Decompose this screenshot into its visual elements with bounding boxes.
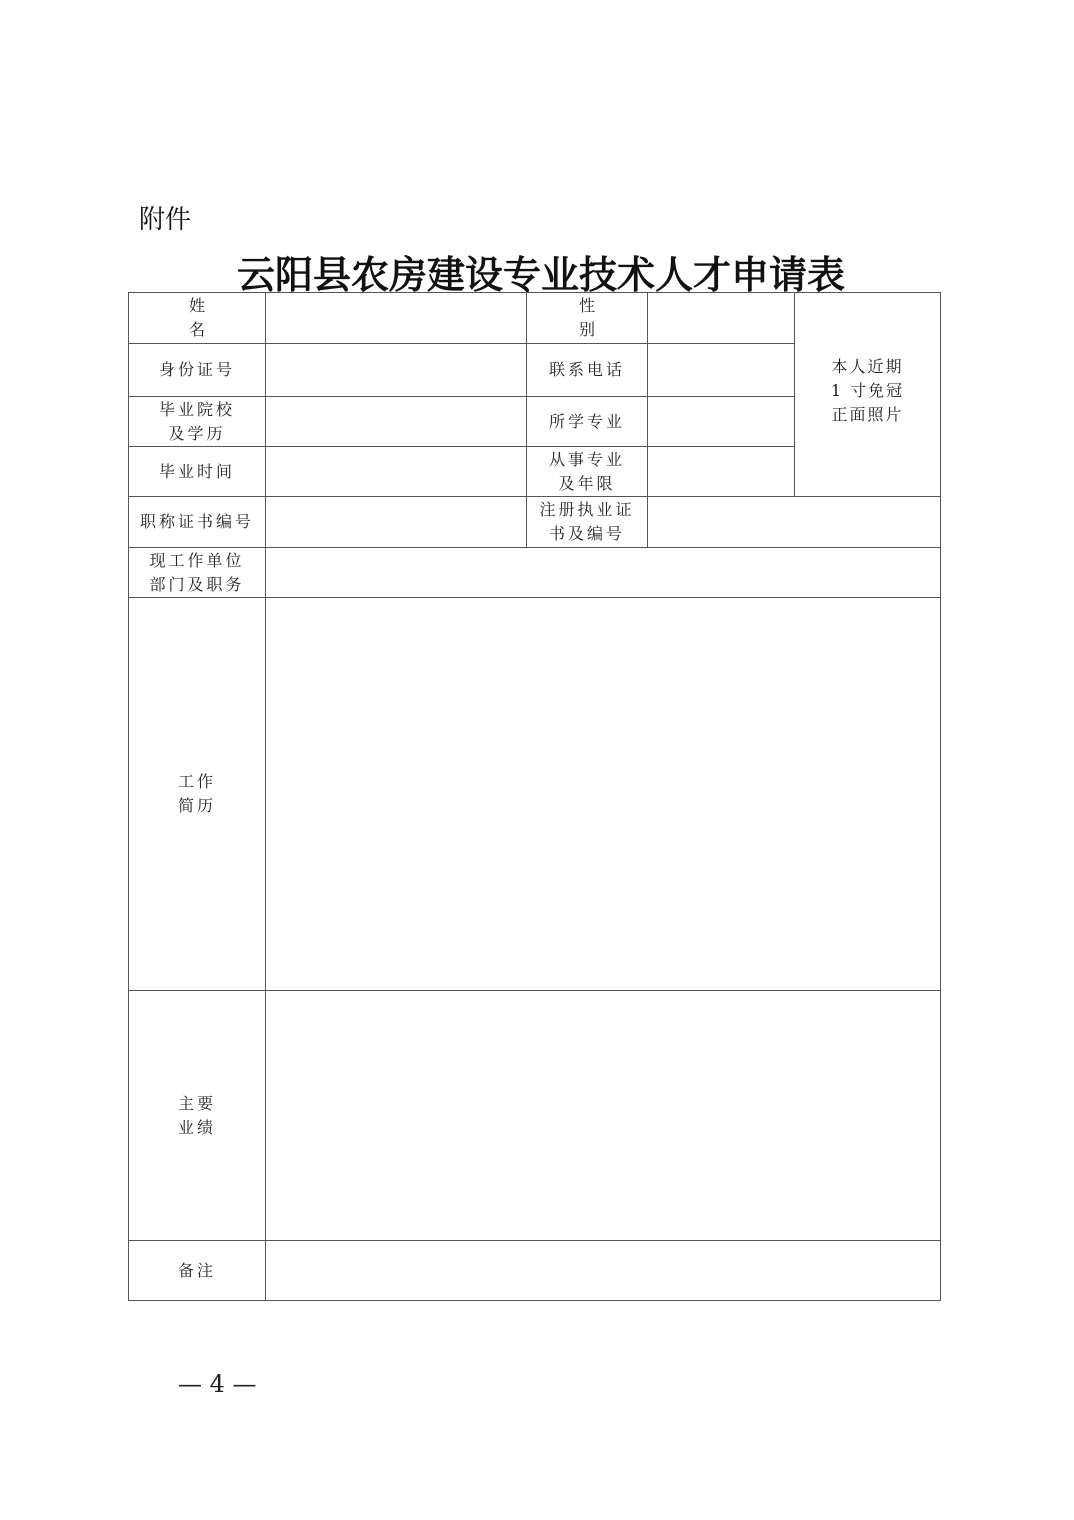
achievements-field[interactable]	[266, 991, 941, 1241]
work-resume-label: 工作 简历	[129, 598, 266, 991]
registration-certificate-field[interactable]	[648, 497, 941, 548]
photo-placeholder: 本人近期 1 寸免冠 正面照片	[795, 293, 941, 497]
id-number-field[interactable]	[266, 344, 527, 397]
graduation-time-field[interactable]	[266, 447, 527, 497]
work-resume-field[interactable]	[266, 598, 941, 991]
id-number-label: 身份证号	[129, 344, 266, 397]
row-name-gender	[129, 293, 941, 344]
application-form-table	[128, 292, 941, 1301]
registration-certificate-label: 注册执业证 书及编号	[527, 497, 648, 548]
row-resume	[129, 598, 941, 991]
gender-label: 性别	[527, 293, 648, 344]
attachment-label: 附件	[139, 205, 192, 235]
gender-field[interactable]	[648, 293, 795, 344]
work-unit-label: 现工作单位 部门及职务	[129, 548, 266, 598]
work-unit-field[interactable]	[266, 548, 941, 598]
phone-label: 联系电话	[527, 344, 648, 397]
row-certificates	[129, 497, 941, 548]
page-number: — 4 —	[178, 1370, 257, 1398]
major-label: 所学专业	[527, 397, 648, 447]
title-certificate-field[interactable]	[266, 497, 527, 548]
page-title: 云阳县农房建设专业技术人才申请表	[236, 252, 845, 297]
name-field[interactable]	[266, 293, 527, 344]
phone-field[interactable]	[648, 344, 795, 397]
school-education-field[interactable]	[266, 397, 527, 447]
profession-years-label: 从事专业 及年限	[527, 447, 648, 497]
row-achievements	[129, 991, 941, 1241]
remarks-field[interactable]	[266, 1241, 941, 1301]
remarks-label: 备注	[129, 1241, 266, 1301]
profession-years-field[interactable]	[648, 447, 795, 497]
major-field[interactable]	[648, 397, 795, 447]
name-label: 姓名	[129, 293, 266, 344]
graduation-time-label: 毕业时间	[129, 447, 266, 497]
row-work-unit	[129, 548, 941, 598]
row-remarks	[129, 1241, 941, 1301]
school-education-label: 毕业院校 及学历	[129, 397, 266, 447]
achievements-label: 主要 业绩	[129, 991, 266, 1241]
title-certificate-label: 职称证书编号	[129, 497, 266, 548]
